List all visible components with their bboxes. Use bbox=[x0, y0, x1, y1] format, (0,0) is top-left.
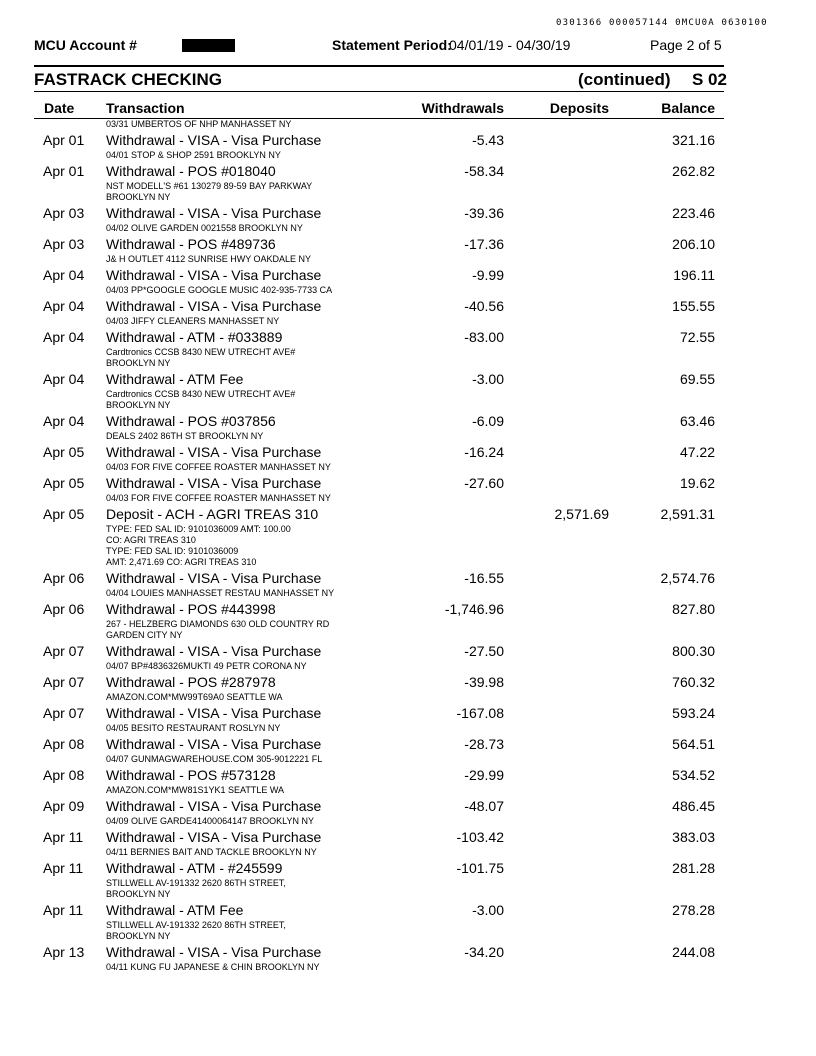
transaction-date: Apr 03 bbox=[43, 205, 85, 221]
transaction-withdrawal: -9.99 bbox=[472, 267, 504, 283]
transaction-description: Withdrawal - POS #573128 bbox=[106, 767, 276, 783]
page-indicator: Page 2 of 5 bbox=[650, 37, 722, 53]
transaction-withdrawal: -39.98 bbox=[464, 674, 504, 690]
transaction-detail: 04/02 OLIVE GARDEN 0021558 BROOKLYN NY bbox=[106, 223, 303, 233]
transaction-detail: 04/03 FOR FIVE COFFEE ROASTER MANHASSET NY bbox=[106, 493, 331, 503]
transaction-description: Withdrawal - VISA - Visa Purchase bbox=[106, 705, 322, 721]
transaction-withdrawal: -34.20 bbox=[464, 944, 504, 960]
column-header-transaction: Transaction bbox=[106, 100, 185, 116]
column-header-withdrawals: Withdrawals bbox=[421, 100, 504, 116]
transaction-date: Apr 08 bbox=[43, 767, 85, 783]
section-divider bbox=[34, 91, 724, 92]
transaction-date: Apr 04 bbox=[43, 298, 85, 314]
transaction-date: Apr 11 bbox=[43, 860, 84, 876]
transaction-detail: AMAZON.COM*MW99T69A0 SEATTLE WA bbox=[106, 692, 283, 702]
transaction-balance: 223.46 bbox=[672, 205, 715, 221]
transaction-date: Apr 01 bbox=[43, 132, 85, 148]
column-header-deposits: Deposits bbox=[549, 100, 609, 116]
transaction-detail: AMAZON.COM*MW81S1YK1 SEATTLE WA bbox=[106, 785, 285, 795]
transaction-balance: 2,574.76 bbox=[660, 570, 715, 586]
transaction-detail: NST MODELL'S #61 130279 89-59 BAY PARKWAY bbox=[106, 181, 313, 191]
transaction-date: Apr 04 bbox=[43, 267, 85, 283]
transaction-withdrawal: -27.60 bbox=[464, 475, 504, 491]
transaction-balance: 593.24 bbox=[672, 705, 715, 721]
transaction-withdrawal: -1,746.96 bbox=[444, 601, 504, 617]
transaction-date: Apr 13 bbox=[43, 944, 85, 960]
transaction-withdrawal: -48.07 bbox=[464, 798, 504, 814]
transaction-description: Withdrawal - POS #443998 bbox=[106, 601, 276, 617]
transaction-date: Apr 04 bbox=[43, 329, 85, 345]
transaction-withdrawal: -3.00 bbox=[472, 371, 504, 387]
transaction-date: Apr 06 bbox=[43, 570, 85, 586]
transaction-date: Apr 11 bbox=[43, 829, 84, 845]
transaction-withdrawal: -58.34 bbox=[464, 163, 504, 179]
transaction-description: Withdrawal - ATM - #033889 bbox=[106, 329, 283, 345]
transaction-balance: 281.28 bbox=[672, 860, 715, 876]
transaction-detail: TYPE: FED SAL ID: 9101036009 bbox=[106, 546, 239, 556]
transaction-description: Withdrawal - VISA - Visa Purchase bbox=[106, 798, 322, 814]
transaction-detail: 04/03 FOR FIVE COFFEE ROASTER MANHASSET NY bbox=[106, 462, 331, 472]
column-header-balance: Balance bbox=[661, 100, 715, 116]
section-title: FASTRACK CHECKING bbox=[34, 70, 222, 89]
transaction-description: Deposit - ACH - AGRI TREAS 310 bbox=[106, 506, 319, 522]
transaction-withdrawal: -101.75 bbox=[456, 860, 504, 876]
statement-period-label: Statement Period: bbox=[332, 37, 452, 53]
transaction-description: Withdrawal - POS #018040 bbox=[106, 163, 276, 179]
transaction-description: Withdrawal - VISA - Visa Purchase bbox=[106, 829, 322, 845]
transaction-withdrawal: -29.99 bbox=[464, 767, 504, 783]
transaction-withdrawal: -27.50 bbox=[464, 643, 504, 659]
transaction-detail: 04/09 OLIVE GARDE41400064147 BROOKLYN NY bbox=[106, 816, 314, 826]
transaction-detail: 267 - HELZBERG DIAMONDS 630 OLD COUNTRY RD bbox=[106, 619, 330, 629]
transaction-withdrawal: -39.36 bbox=[464, 205, 504, 221]
transaction-withdrawal: -17.36 bbox=[464, 236, 504, 252]
transaction-balance: 534.52 bbox=[672, 767, 715, 783]
transaction-detail: CO: AGRI TREAS 310 bbox=[106, 535, 196, 545]
transaction-description: Withdrawal - ATM - #245599 bbox=[106, 860, 283, 876]
transaction-detail: 04/03 PP*GOOGLE GOOGLE MUSIC 402-935-7733 CA bbox=[106, 285, 333, 295]
transaction-description: Withdrawal - VISA - Visa Purchase bbox=[106, 267, 322, 283]
transaction-detail: 04/07 BP#4836326MUKTI 49 PETR CORONA NY bbox=[106, 661, 307, 671]
transaction-description: Withdrawal - VISA - Visa Purchase bbox=[106, 475, 322, 491]
section-code: S 02 bbox=[692, 70, 727, 89]
transaction-description: Withdrawal - POS #489736 bbox=[106, 236, 276, 252]
account-label: MCU Account # bbox=[34, 37, 137, 53]
transaction-balance: 278.28 bbox=[672, 902, 715, 918]
transaction-date: Apr 07 bbox=[43, 705, 85, 721]
transaction-detail: J& H OUTLET 4112 SUNRISE HWY OAKDALE NY bbox=[106, 254, 312, 264]
transaction-detail: 04/05 BESITO RESTAURANT ROSLYN NY bbox=[106, 723, 281, 733]
transaction-withdrawal: -28.73 bbox=[464, 736, 504, 752]
transaction-balance: 262.82 bbox=[672, 163, 715, 179]
transaction-detail: 04/04 LOUIES MANHASSET RESTAU MANHASSET NY bbox=[106, 588, 335, 598]
transaction-balance: 244.08 bbox=[672, 944, 715, 960]
transaction-date: Apr 06 bbox=[43, 601, 85, 617]
transaction-balance: 800.30 bbox=[672, 643, 715, 659]
transaction-description: Withdrawal - VISA - Visa Purchase bbox=[106, 570, 322, 586]
transaction-detail: 04/01 STOP & SHOP 2591 BROOKLYN NY bbox=[106, 150, 281, 160]
transaction-balance: 321.16 bbox=[672, 132, 715, 148]
transaction-date: Apr 07 bbox=[43, 643, 85, 659]
transaction-detail: STILLWELL AV-191332 2620 86TH STREET, bbox=[106, 878, 286, 888]
transaction-date: Apr 11 bbox=[43, 902, 84, 918]
transaction-balance: 564.51 bbox=[672, 736, 715, 752]
transaction-balance: 383.03 bbox=[672, 829, 715, 845]
transaction-date: Apr 07 bbox=[43, 674, 85, 690]
statement-period-value: 04/01/19 - 04/30/19 bbox=[449, 37, 571, 53]
transaction-balance: 196.11 bbox=[673, 267, 715, 283]
transaction-description: Withdrawal - ATM Fee bbox=[106, 371, 244, 387]
transaction-withdrawal: -103.42 bbox=[456, 829, 504, 845]
transaction-withdrawal: -83.00 bbox=[464, 329, 504, 345]
transaction-description: Withdrawal - VISA - Visa Purchase bbox=[106, 444, 322, 460]
transaction-withdrawal: -40.56 bbox=[464, 298, 504, 314]
transaction-balance: 72.55 bbox=[679, 329, 715, 345]
transaction-description: Withdrawal - VISA - Visa Purchase bbox=[106, 944, 322, 960]
transaction-balance: 63.46 bbox=[679, 413, 715, 429]
transaction-balance: 2,591.31 bbox=[660, 506, 715, 522]
transaction-date: Apr 04 bbox=[43, 371, 85, 387]
transaction-balance: 155.55 bbox=[672, 298, 715, 314]
transaction-date: Apr 05 bbox=[43, 475, 85, 491]
transaction-description: Withdrawal - ATM Fee bbox=[106, 902, 244, 918]
transaction-date: Apr 03 bbox=[43, 236, 85, 252]
transaction-withdrawal: -3.00 bbox=[472, 902, 504, 918]
transaction-description: Withdrawal - VISA - Visa Purchase bbox=[106, 298, 322, 314]
transaction-date: Apr 08 bbox=[43, 736, 85, 752]
section-continued: (continued) bbox=[578, 70, 671, 89]
transaction-detail: TYPE: FED SAL ID: 9101036009 AMT: 100.00 bbox=[106, 524, 291, 534]
transaction-detail: 04/03 JIFFY CLEANERS MANHASSET NY bbox=[106, 316, 280, 326]
transaction-withdrawal: -167.08 bbox=[456, 705, 504, 721]
transaction-date: Apr 05 bbox=[43, 506, 85, 522]
transaction-balance: 827.80 bbox=[672, 601, 715, 617]
transaction-deposit: 2,571.69 bbox=[554, 506, 609, 522]
transaction-detail: Cardtronics CCSB 8430 NEW UTRECHT AVE# bbox=[106, 389, 296, 399]
document-code-line: 0301366 000057144 0MCU0A 0630100 bbox=[556, 18, 768, 28]
transaction-detail: BROOKLYN NY bbox=[106, 192, 171, 202]
transaction-description: Withdrawal - VISA - Visa Purchase bbox=[106, 736, 322, 752]
transaction-balance: 69.55 bbox=[679, 371, 715, 387]
transaction-detail: AMT: 2,471.69 CO: AGRI TREAS 310 bbox=[106, 557, 257, 567]
transaction-balance: 206.10 bbox=[672, 236, 715, 252]
transaction-description: Withdrawal - POS #287978 bbox=[106, 674, 276, 690]
transaction-description: Withdrawal - VISA - Visa Purchase bbox=[106, 132, 322, 148]
redacted-account-number bbox=[182, 39, 235, 52]
transaction-balance: 19.62 bbox=[679, 475, 715, 491]
header-divider bbox=[34, 65, 724, 67]
column-header-date: Date bbox=[44, 100, 75, 116]
transaction-detail: GARDEN CITY NY bbox=[106, 630, 183, 640]
transaction-withdrawal: -6.09 bbox=[472, 413, 504, 429]
transaction-detail: STILLWELL AV-191332 2620 86TH STREET, bbox=[106, 920, 286, 930]
transaction-detail: BROOKLYN NY bbox=[106, 889, 171, 899]
transaction-date: Apr 05 bbox=[43, 444, 85, 460]
transaction-date: Apr 01 bbox=[43, 163, 85, 179]
transaction-detail: DEALS 2402 86TH ST BROOKLYN NY bbox=[106, 431, 264, 441]
transaction-detail: BROOKLYN NY bbox=[106, 400, 171, 410]
transaction-date: Apr 09 bbox=[43, 798, 85, 814]
transaction-withdrawal: -16.55 bbox=[464, 570, 504, 586]
transaction-description: Withdrawal - POS #037856 bbox=[106, 413, 276, 429]
transaction-date: Apr 04 bbox=[43, 413, 85, 429]
transaction-detail: 04/07 GUNMAGWAREHOUSE.COM 305-9012221 FL bbox=[106, 754, 323, 764]
transaction-balance: 760.32 bbox=[672, 674, 715, 690]
transaction-detail: 04/11 BERNIES BAIT AND TACKLE BROOKLYN NY bbox=[106, 847, 317, 857]
transaction-detail: 03/31 UMBERTOS OF NHP MANHASSET NY bbox=[106, 119, 292, 129]
transaction-description: Withdrawal - VISA - Visa Purchase bbox=[106, 643, 322, 659]
transaction-detail: BROOKLYN NY bbox=[106, 931, 171, 941]
transaction-detail: Cardtronics CCSB 8430 NEW UTRECHT AVE# bbox=[106, 347, 296, 357]
transaction-withdrawal: -16.24 bbox=[464, 444, 504, 460]
transaction-balance: 47.22 bbox=[679, 444, 715, 460]
transaction-balance: 486.45 bbox=[672, 798, 715, 814]
transaction-detail: 04/11 KUNG FU JAPANESE & CHIN BROOKLYN NY bbox=[106, 962, 320, 972]
transaction-withdrawal: -5.43 bbox=[472, 132, 504, 148]
transaction-detail: BROOKLYN NY bbox=[106, 358, 171, 368]
statement-header bbox=[34, 37, 724, 55]
transaction-description: Withdrawal - VISA - Visa Purchase bbox=[106, 205, 322, 221]
